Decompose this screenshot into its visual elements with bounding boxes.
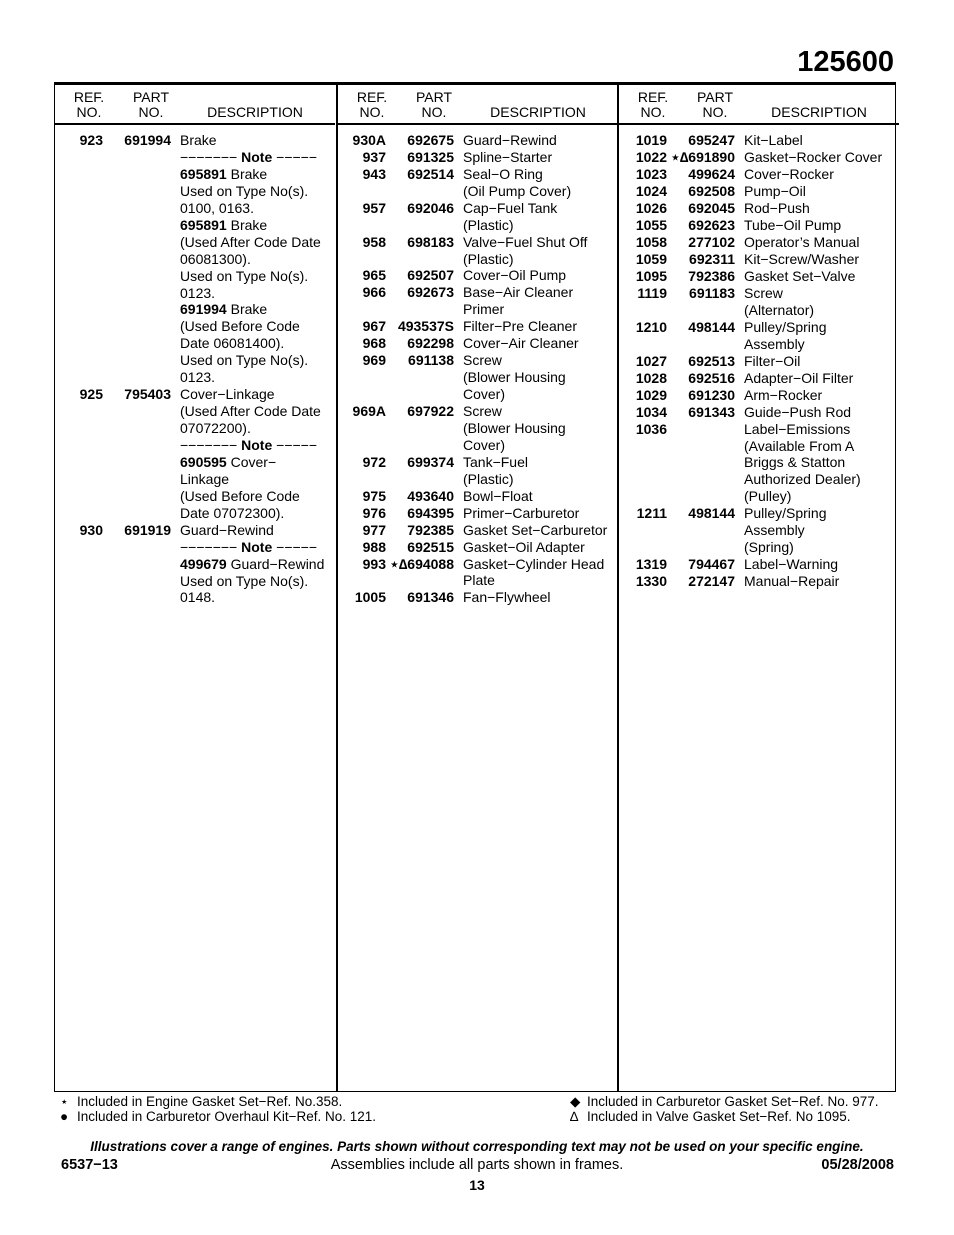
part-description: (Used Before Code Date 06081400). xyxy=(180,318,300,352)
part-number: 692513 xyxy=(688,352,735,369)
part-description: Filter−Oil xyxy=(744,352,801,369)
part-description: Filter−Pre Cleaner xyxy=(463,318,577,335)
ref-number: 937 xyxy=(362,149,386,165)
ref-number: 988 xyxy=(362,538,386,555)
parts-row xyxy=(55,556,335,573)
part-description: Adapter−Oil Filter xyxy=(744,369,854,386)
part-description: Kit−Label xyxy=(744,132,803,148)
ref-number: 1005 xyxy=(354,589,386,606)
part-number: 695247 xyxy=(688,132,735,148)
part-description: Guard−Rewind xyxy=(463,132,557,148)
star-icon: ⋆ xyxy=(60,1094,69,1109)
parts-column-2 xyxy=(336,85,618,1091)
part-number: 794467 xyxy=(688,555,735,572)
part-description: Gasket−Oil Adapter xyxy=(463,538,585,555)
parts-row xyxy=(619,268,899,285)
part-number: 498144 xyxy=(688,318,735,335)
part-description: Arm−Rocker xyxy=(744,386,823,403)
part-description: (Used Before Code Date 07072300). xyxy=(180,487,300,521)
bullet-icon: ● xyxy=(60,1108,69,1124)
parts-row xyxy=(55,352,335,386)
part-number: 692311 xyxy=(689,251,735,267)
ref-number: 1319 xyxy=(635,555,667,572)
parts-row xyxy=(55,437,335,454)
doc-date: 05/28/2008 xyxy=(821,1157,894,1173)
part-number: 694395 xyxy=(407,504,454,521)
header-part: PART NO. xyxy=(696,89,734,120)
part-description: (Used After Code Date 07072200). xyxy=(180,403,321,436)
part-description: (Used After Code Date 06081300). xyxy=(180,233,321,267)
ref-number: 923 xyxy=(79,132,103,148)
header-part: PART NO. xyxy=(415,89,453,120)
part-number: 691230 xyxy=(688,386,735,403)
part-number: 692046 xyxy=(407,199,454,216)
parts-row xyxy=(338,166,618,200)
parts-row xyxy=(619,234,899,251)
ref-number: 969 xyxy=(362,352,386,369)
part-number: 692623 xyxy=(688,217,735,233)
parts-row xyxy=(619,183,899,200)
ref-number: 1211 xyxy=(636,505,667,522)
parts-row xyxy=(338,522,618,539)
ref-number: 1029 xyxy=(635,386,667,403)
legend-star xyxy=(60,1095,376,1110)
ref-number: 1022 xyxy=(635,149,667,165)
header-ref: REF. NO. xyxy=(73,89,105,120)
part-number: 272147 xyxy=(688,572,735,589)
parts-row xyxy=(55,403,335,437)
part-description: Seal−O Ring (Oil Pump Cover) xyxy=(463,166,572,199)
part-number: 691919 xyxy=(124,521,171,538)
part-description: Screw (Alternator) xyxy=(744,285,815,318)
ref-number: 1119 xyxy=(637,285,667,301)
parts-column-1 xyxy=(55,85,335,1091)
part-description: 695891 Brake xyxy=(180,166,268,182)
parts-row xyxy=(55,166,335,183)
ref-number: 1023 xyxy=(635,166,667,182)
parts-row xyxy=(338,284,618,318)
ref-number: 975 xyxy=(362,487,386,504)
diamond-icon: ◆ xyxy=(570,1094,581,1109)
part-description: Cover−Linkage xyxy=(180,386,275,403)
illustrations-note: Illustrations cover a range of engines. Parts shown without corresponding text may not be used on your specific engine. xyxy=(90,1139,864,1154)
legend-right xyxy=(570,1095,879,1124)
legend-bullet xyxy=(60,1110,376,1125)
part-description: Used on Type No(s). 0148. xyxy=(180,572,309,606)
ref-number: 1026 xyxy=(635,200,667,216)
part-number: ⋆∆694088 xyxy=(389,555,454,572)
parts-row xyxy=(338,267,618,284)
ref-number: 943 xyxy=(362,166,386,182)
part-description: Base−Air Cleaner Primer xyxy=(463,284,574,318)
parts-row xyxy=(619,217,899,234)
part-description: 690595 Cover− Linkage xyxy=(180,453,277,487)
header-description: DESCRIPTION xyxy=(771,104,867,120)
parts-row xyxy=(338,200,618,234)
part-description: Gasket−Cylinder Head Plate xyxy=(463,555,605,589)
part-number: 699374 xyxy=(407,453,454,470)
parts-row xyxy=(55,149,335,166)
header-ref: REF. NO. xyxy=(637,89,669,120)
legend-bullet-text: Included in Carburetor Overhaul Kit−Ref. No. 121. xyxy=(77,1108,377,1124)
ref-number: 977 xyxy=(362,521,386,538)
part-description: Guard−Rewind xyxy=(180,521,274,538)
part-number: 698183 xyxy=(407,233,454,250)
parts-row xyxy=(619,353,899,370)
part-description: Rod−Push xyxy=(744,200,810,216)
column-header xyxy=(338,85,618,125)
part-description: Screw (Blower Housing Cover) xyxy=(463,352,566,403)
parts-row xyxy=(338,556,618,590)
parts-row xyxy=(55,318,335,352)
parts-row xyxy=(55,183,335,217)
part-number: 792386 xyxy=(688,268,735,284)
parts-row xyxy=(55,234,335,268)
parts-row xyxy=(338,132,618,149)
model-number: 125600 xyxy=(797,46,894,78)
ref-number: 972 xyxy=(362,453,386,470)
part-description: Operator’s Manual xyxy=(744,234,860,250)
parts-row xyxy=(619,421,899,506)
part-number: 691343 xyxy=(688,403,735,420)
delta-icon: ∆ xyxy=(570,1108,579,1124)
parts-row xyxy=(55,573,335,607)
part-description: Label−Emissions (Available From A Briggs & Statton Authorized Dealer) (Pulley) xyxy=(744,420,861,505)
part-number: ⋆∆691890 xyxy=(670,149,735,165)
parts-row xyxy=(338,403,618,454)
part-number: 795403 xyxy=(124,386,171,403)
part-description: Cap−Fuel Tank (Plastic) xyxy=(463,199,558,233)
part-number: 691346 xyxy=(407,589,454,606)
parts-row xyxy=(619,370,899,387)
parts-row xyxy=(338,539,618,556)
parts-row xyxy=(55,268,335,302)
doc-number: 6537−13 xyxy=(61,1157,118,1173)
ref-number: 958 xyxy=(362,233,386,250)
part-description: Valve−Fuel Shut Off (Plastic) xyxy=(463,233,588,267)
ref-number: 930A xyxy=(352,132,386,148)
part-description: Pulley/Spring Assembly (Spring) xyxy=(744,505,827,555)
parts-row xyxy=(619,285,899,319)
part-number: 277102 xyxy=(688,234,735,250)
part-description: Fan−Flywheel xyxy=(463,589,551,606)
ref-number: 993 xyxy=(362,555,386,572)
parts-row xyxy=(619,200,899,217)
part-description: Cover−Rocker xyxy=(744,166,834,182)
parts-row xyxy=(338,234,618,268)
part-number: 499624 xyxy=(688,166,735,182)
part-number: 691325 xyxy=(407,149,454,165)
parts-row xyxy=(619,132,899,149)
parts-column-3 xyxy=(617,85,899,1091)
part-number: 691183 xyxy=(689,285,735,301)
column-header xyxy=(55,85,335,125)
part-description: Used on Type No(s). 0123. xyxy=(180,352,309,386)
part-description: 691994 Brake xyxy=(180,301,268,318)
parts-row xyxy=(338,149,618,166)
part-number: 692508 xyxy=(688,183,735,199)
part-description: Pulley/Spring Assembly xyxy=(744,318,827,352)
ref-number: 1058 xyxy=(635,234,667,250)
parts-rows xyxy=(55,132,335,606)
part-description: Screw (Blower Housing Cover) xyxy=(463,402,566,453)
parts-row xyxy=(55,132,335,149)
part-description: −−−−−−− Note −−−−− xyxy=(180,149,318,165)
legend-delta-text: Included in Valve Gasket Set−Ref. No 1095. xyxy=(587,1108,851,1124)
part-number: 692516 xyxy=(688,369,735,386)
parts-rows xyxy=(338,132,618,606)
ref-number: 1034 xyxy=(635,403,667,420)
part-description: Guide−Push Rod xyxy=(744,403,852,420)
part-description: Primer−Carburetor xyxy=(463,504,580,521)
part-number: 692507 xyxy=(407,267,454,284)
part-number: 691994 xyxy=(124,132,171,148)
part-number: 692514 xyxy=(407,166,454,182)
part-description: Bowl−Float xyxy=(463,487,533,504)
ref-number: 969A xyxy=(352,402,386,419)
part-description: Gasket−Rocker Cover xyxy=(744,149,883,165)
ref-number: 968 xyxy=(362,335,386,352)
ref-number: 976 xyxy=(362,504,386,521)
part-description: 499679 Guard−Rewind xyxy=(180,555,325,572)
parts-row xyxy=(619,573,899,590)
legend-diamond xyxy=(570,1095,879,1110)
parts-row xyxy=(338,589,618,606)
ref-number: 925 xyxy=(79,386,103,403)
part-description: Tube−Oil Pump xyxy=(744,217,842,233)
ref-number: 1059 xyxy=(635,251,667,267)
part-number: 493537S xyxy=(397,318,454,335)
parts-row xyxy=(338,488,618,505)
parts-row xyxy=(55,454,335,488)
parts-row xyxy=(619,404,899,421)
parts-row xyxy=(619,319,899,353)
part-description: Gasket Set−Carburetor xyxy=(463,521,608,538)
part-number: 498144 xyxy=(688,505,735,522)
ref-number: 1055 xyxy=(635,217,667,233)
part-description: Pump−Oil xyxy=(744,183,806,199)
parts-row xyxy=(55,522,335,539)
legend-left xyxy=(60,1095,376,1124)
parts-row xyxy=(55,488,335,522)
part-number: 692675 xyxy=(407,132,454,148)
ref-number: 1028 xyxy=(635,369,667,386)
parts-rows xyxy=(619,132,899,590)
parts-row xyxy=(338,318,618,335)
part-description: Gasket Set−Valve xyxy=(744,268,856,284)
ref-number: 1019 xyxy=(635,132,667,148)
ref-number: 1095 xyxy=(635,268,667,284)
part-description: −−−−−−− Note −−−−− xyxy=(180,538,318,555)
parts-row xyxy=(619,251,899,268)
part-description: Label−Warning xyxy=(744,555,839,572)
ref-number: 1036 xyxy=(635,420,667,437)
header-description: DESCRIPTION xyxy=(490,104,586,120)
ref-number: 965 xyxy=(362,267,386,284)
parts-row xyxy=(338,454,618,488)
part-description: 695891 Brake xyxy=(180,216,268,233)
parts-row xyxy=(55,301,335,318)
part-number: 692673 xyxy=(407,284,454,301)
part-number: 692515 xyxy=(407,538,454,555)
page-number: 13 xyxy=(469,1177,485,1193)
part-number: 697922 xyxy=(407,402,454,419)
parts-row xyxy=(619,556,899,573)
part-description: Kit−Screw/Washer xyxy=(744,251,860,267)
part-description: Tank−Fuel (Plastic) xyxy=(463,453,528,487)
part-number: 493640 xyxy=(407,487,454,504)
ref-number: 957 xyxy=(362,199,386,216)
parts-row xyxy=(55,386,335,403)
part-number: 792385 xyxy=(407,521,454,538)
parts-row xyxy=(338,505,618,522)
header-part: PART NO. xyxy=(132,89,170,120)
part-description: Used on Type No(s). 0100, 0163. xyxy=(180,183,309,216)
part-description: −−−−−−− Note −−−−− xyxy=(180,436,318,453)
parts-row xyxy=(619,505,899,556)
ref-number: 967 xyxy=(362,318,386,335)
parts-table xyxy=(54,82,896,1092)
header-ref: REF. NO. xyxy=(356,89,388,120)
parts-row xyxy=(338,335,618,352)
part-description: Used on Type No(s). 0123. xyxy=(180,267,309,301)
assemblies-note: Assemblies include all parts shown in frames. xyxy=(330,1157,624,1173)
parts-row xyxy=(55,217,335,234)
parts-row xyxy=(338,352,618,403)
part-number: 691138 xyxy=(408,352,454,369)
part-description: Spline−Starter xyxy=(463,149,553,165)
parts-row xyxy=(619,149,899,166)
part-description: Cover−Air Cleaner xyxy=(463,335,579,352)
legend-diamond-text: Included in Carburetor Gasket Set−Ref. No. 977. xyxy=(587,1094,879,1109)
legend-delta xyxy=(570,1110,879,1125)
ref-number: 1024 xyxy=(635,183,667,199)
part-description: Cover−Oil Pump xyxy=(463,267,567,284)
ref-number: 1330 xyxy=(635,572,667,589)
parts-row xyxy=(619,166,899,183)
part-description: Brake xyxy=(180,132,217,148)
parts-row xyxy=(619,387,899,404)
part-number: 692045 xyxy=(688,200,735,216)
ref-number: 966 xyxy=(362,284,386,301)
column-header xyxy=(619,85,899,125)
header-description: DESCRIPTION xyxy=(207,104,303,120)
ref-number: 930 xyxy=(79,521,103,538)
ref-number: 1210 xyxy=(635,318,667,335)
ref-number: 1027 xyxy=(635,352,667,369)
part-description: Manual−Repair xyxy=(744,572,840,589)
part-number: 692298 xyxy=(407,335,454,352)
parts-row xyxy=(55,539,335,556)
legend-star-text: Included in Engine Gasket Set−Ref. No.358. xyxy=(77,1094,343,1109)
